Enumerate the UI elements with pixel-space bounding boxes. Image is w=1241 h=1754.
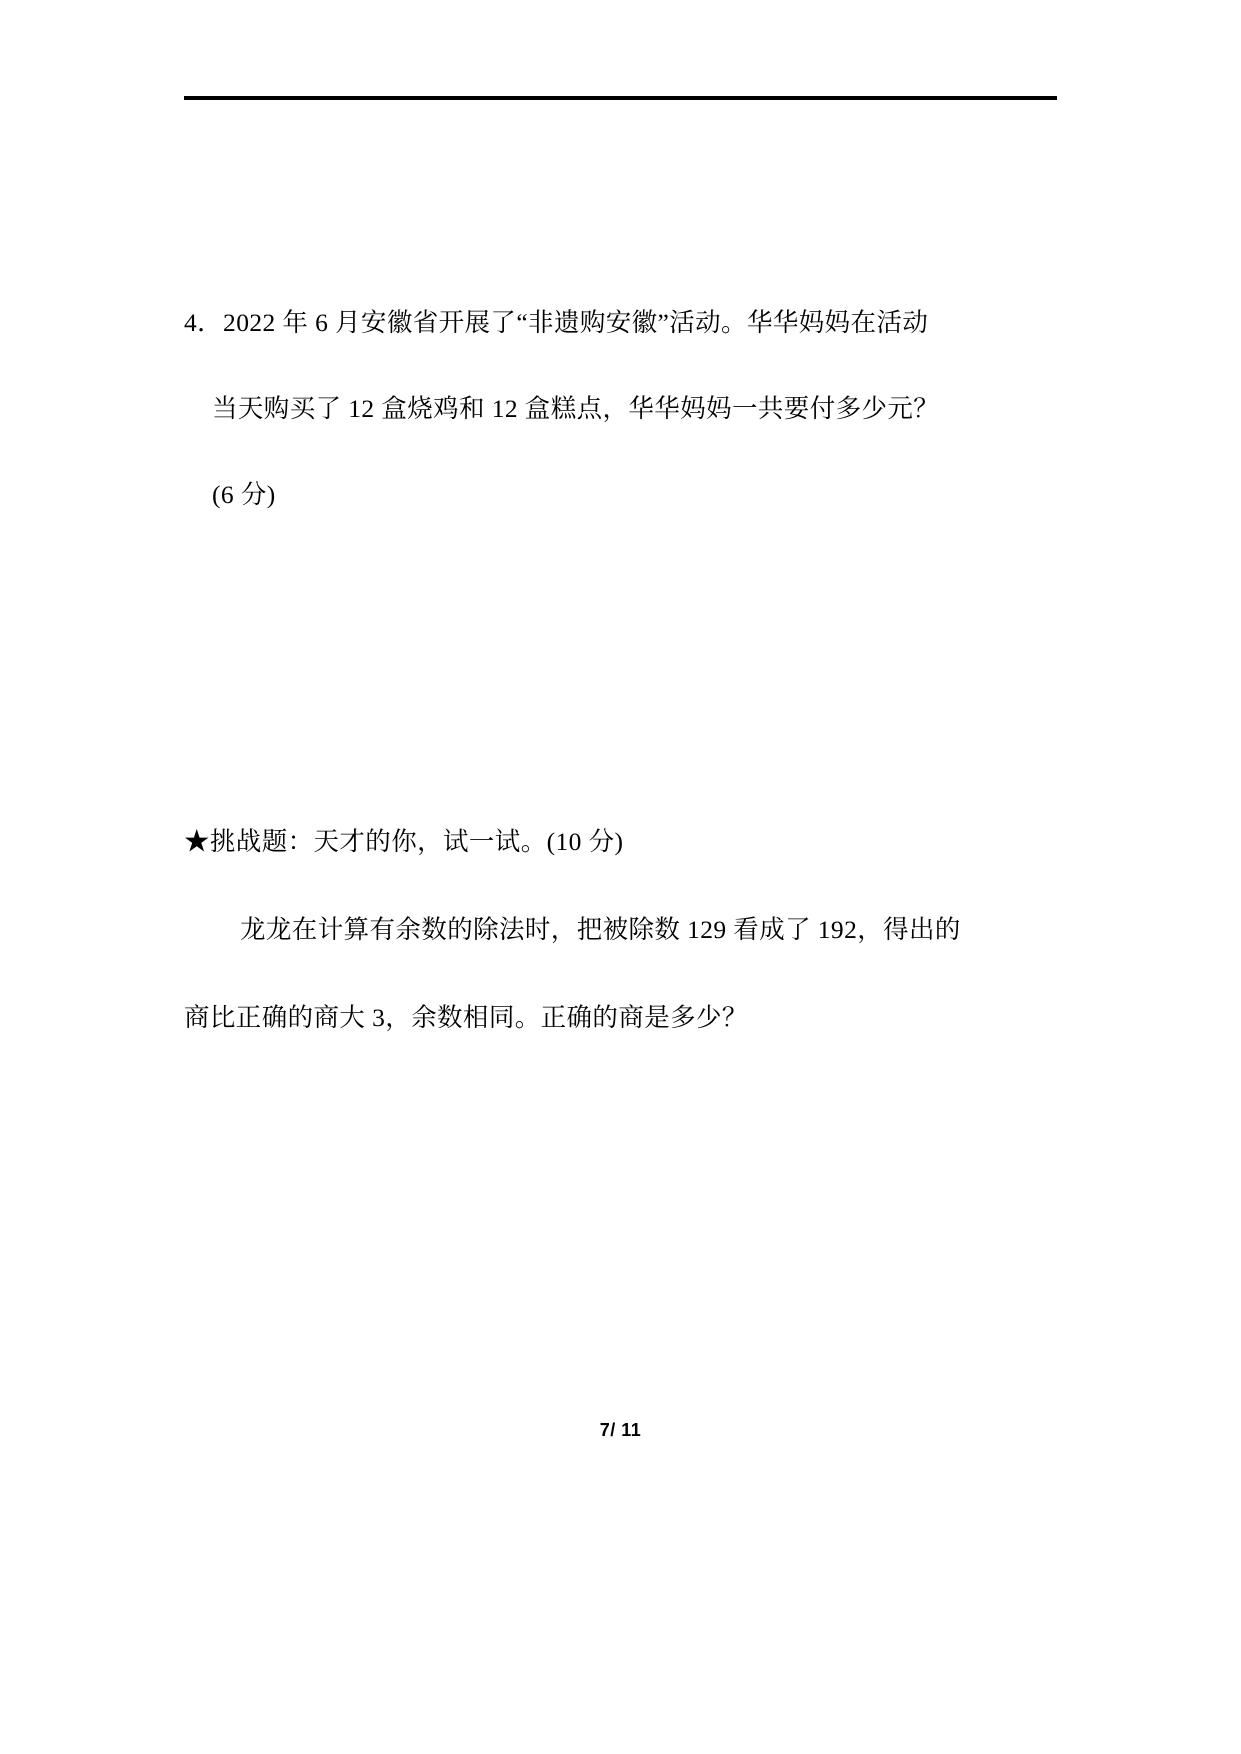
header-rule xyxy=(184,96,1057,100)
page-number: 7/ 11 xyxy=(599,1420,642,1440)
challenge-section xyxy=(184,798,1064,1062)
challenge-line-1: 龙龙在计算有余数的除法时，把被除数 129 看成了 192，得出的 xyxy=(240,915,961,944)
question-4-line-1: 4．2022 年 6 月安徽省开展了“非遗购安徽”活动。华华妈妈在活动 xyxy=(184,308,929,337)
challenge-line-2: 商比正确的商大 3，余数相同。正确的商是多少？ xyxy=(184,1003,748,1032)
challenge-heading: ★挑战题：天才的你，试一试。(10 分) xyxy=(184,827,624,856)
page-content xyxy=(184,280,1064,1062)
question-4-score: (6 分) xyxy=(212,480,276,509)
question-4 xyxy=(184,280,1064,538)
question-4-line-2: 当天购买了 12 盒烧鸡和 12 盒糕点，华华妈妈一共要付多少元？ xyxy=(212,394,940,423)
answer-space-question-4 xyxy=(184,538,1064,798)
